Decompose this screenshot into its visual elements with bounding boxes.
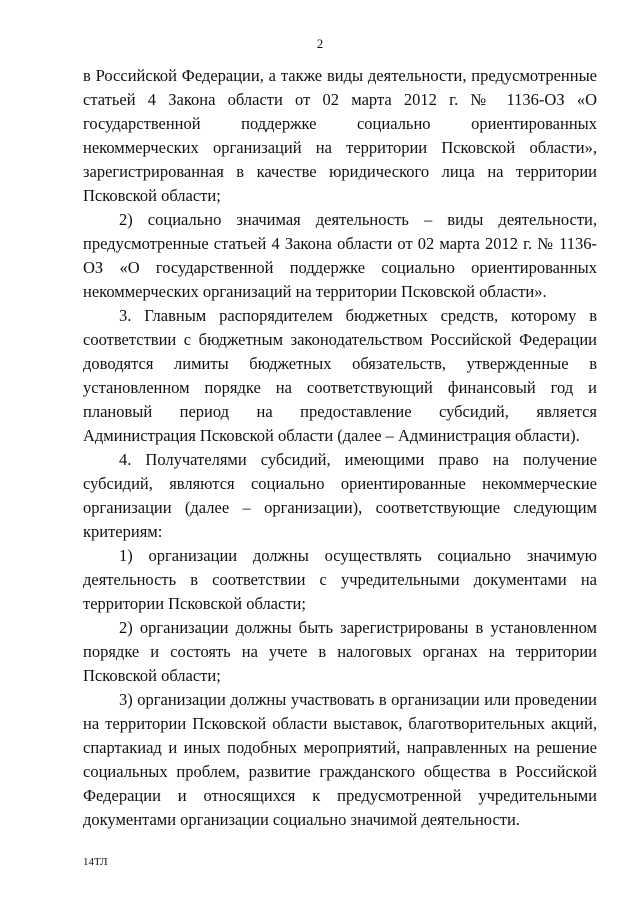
paragraph-clause-4: 4. Получателями субсидий, имеющими право на получение субсидий, являются социально ориентированные некоммерческие организации (далее – организации), соответствующие следующим критериям: bbox=[83, 450, 597, 541]
paragraph-item-2: 2) социально значимая деятельность – виды деятельности, предусмотренные статьей 4 Закона области от 02 марта 2012 г. № 1136-ОЗ «О государственной поддержке социально ориентированных некоммерческих организаций на территории Псковской области». bbox=[83, 210, 597, 301]
document-body bbox=[83, 64, 597, 832]
page-number: 2 bbox=[316, 36, 324, 51]
paragraph-criterion-1: 1) организации должны осуществлять социально значимую деятельность в соответствии с учредительными документами на территории Псковской области; bbox=[83, 546, 597, 613]
paragraph-criterion-3: 3) организации должны участвовать в организации или проведении на территории Псковской области выставок, благотворительных акций, спартакиад и иных подобных мероприятий, направленных на решение социальных проблем, развитие гражданского общества в Российской Федерации и относящихся к предусмотренной учредительными документами организации социально значимой деятельности. bbox=[83, 690, 597, 829]
paragraph-criterion-2: 2) организации должны быть зарегистрированы в установленном порядке и состоять на учете в налоговых органах на территории Псковской области; bbox=[83, 618, 597, 685]
footer-code: 14ТЛ bbox=[83, 856, 108, 868]
paragraph-continuation: в Российской Федерации, а также виды деятельности, предусмотренные статьей 4 Закона области от 02 марта 2012 г. № 1136-ОЗ «О государственной поддержке социально ориентированных некоммерческих организаций на территории Псковской области», зарегистрированная в качестве юридического лица на территории Псковской области; bbox=[83, 66, 597, 205]
paragraph-clause-3: 3. Главным распорядителем бюджетных средств, которому в соответствии с бюджетным законодательством Российской Федерации доводятся лимиты бюджетных обязательств, утвержденные в установленном порядке на соответствующий финансовый год и плановый период на предоставление субсидий, является Администрация Псковской области (далее – Администрация области). bbox=[83, 306, 597, 445]
